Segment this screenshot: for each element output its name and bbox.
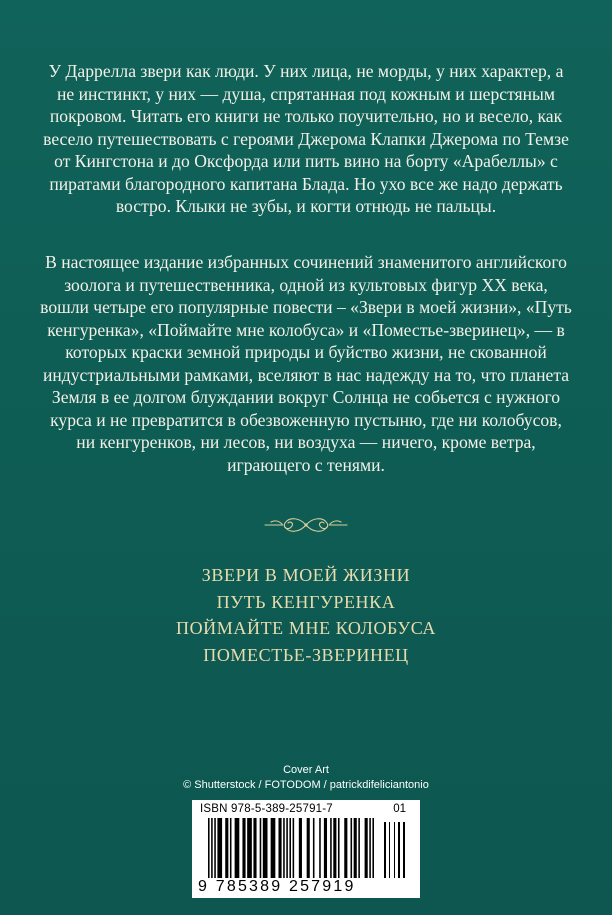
barcode-digits: 9 785389 257919 [198,878,356,895]
blurb-paragraph-2: В настоящее издание избранных сочинений знаменитого английского зоолога и путешественника, одной из культовых фигур XX века, вошли четыре его популярные повести – «Звери в моей жизни», «Путь кенгуренка», «Поймайте мне колобуса» и «Поместье-зверинец», — в которых краски земной природы и буйство жизни, не скованной индустриальными рамками, вселяют в нас надежду на то, что планета Земля в ее долгом блуждании вокруг Солнца не собьется с нужного курса и не превратится в обезвоженную пустыню, где ни колобусов, ни кенгуренков, ни лесов, ни воздуха — ничего, кроме ветра, играющего с тенями. [40,252,572,475]
barcode-bar [217,818,222,878]
title-item: ПУТЬ КЕНГУРЕНКА [216,591,396,612]
credits-label: Cover Art [283,764,329,776]
barcode-bar [271,818,276,878]
isbn-addon-code: 01 [393,803,406,815]
flourish-divider-icon [263,511,349,539]
barcode-bar [260,818,262,878]
barcode-bar [351,818,353,878]
barcode-bar [307,818,310,878]
barcode-bar [299,818,302,878]
credits-source: © Shutterstock / FOTODOM / patrickdifeliciantonio [183,779,429,791]
barcode-bar [365,818,368,878]
barcode-bar [286,818,288,878]
barcode-bar [278,818,281,878]
title-item: ПОЙМАЙТЕ МНЕ КОЛОБУСА [175,618,436,638]
barcode-panel [192,800,420,898]
barcode-bar [358,818,360,878]
isbn-label: ISBN 978-5-389-25791-7 [200,803,333,815]
blurb-paragraph-1: У Даррелла звери как люди. У них лица, не морды, у них характер, а не инстинкт, у них — душа, спрятанная под кожным и шерстяным покровом. Читать его книги не только поучительно, но и весело, как весело путешествовать с героями Джерома Клапки Джерома по Темзе от Кингстона и до Оксфорда или пить вино на борту «Арабеллы» с пиратами благородного капитана Блада. Но ухо все же надо держать востро. Клыки не зубы, и когти отнюдь не пальцы. [43,61,569,216]
barcode-bar [372,818,374,878]
barcode-addon-bar [394,822,395,878]
barcode-bar [230,818,232,878]
barcode-bar [208,818,210,878]
barcode-bar [369,818,371,878]
title-item: ЗВЕРИ В МОЕЙ ЖИЗНИ [201,565,411,585]
barcode-bar [263,818,268,878]
cover-credits [150,763,462,793]
barcode-bar [283,818,285,878]
barcode-bar [313,818,315,878]
barcode-bar [338,818,340,878]
included-titles [100,562,512,668]
barcode-bar [225,818,228,878]
barcode-bar [344,818,347,878]
barcode-bar [253,818,256,878]
barcode-bar [293,818,295,878]
barcode-bar [242,818,245,878]
barcode-addon-bar [384,822,386,878]
barcode-addon-bar [398,822,400,878]
barcode-bar [354,818,357,878]
barcode-addon-bar [403,822,405,878]
barcode-bar [324,818,327,878]
barcode-addon-bar [389,822,390,878]
barcode-bar [247,818,252,878]
barcode-bar [333,818,336,878]
barcode-bar [214,818,216,878]
barcode-bars [198,818,414,882]
barcode-bar [289,818,291,878]
barcode-bar [211,818,213,878]
barcode-bar [319,818,321,878]
barcode-bar [330,818,332,878]
title-item: ПОМЕСТЬЕ-ЗВЕРИНЕЦ [203,644,409,665]
barcode-bar [235,818,240,878]
